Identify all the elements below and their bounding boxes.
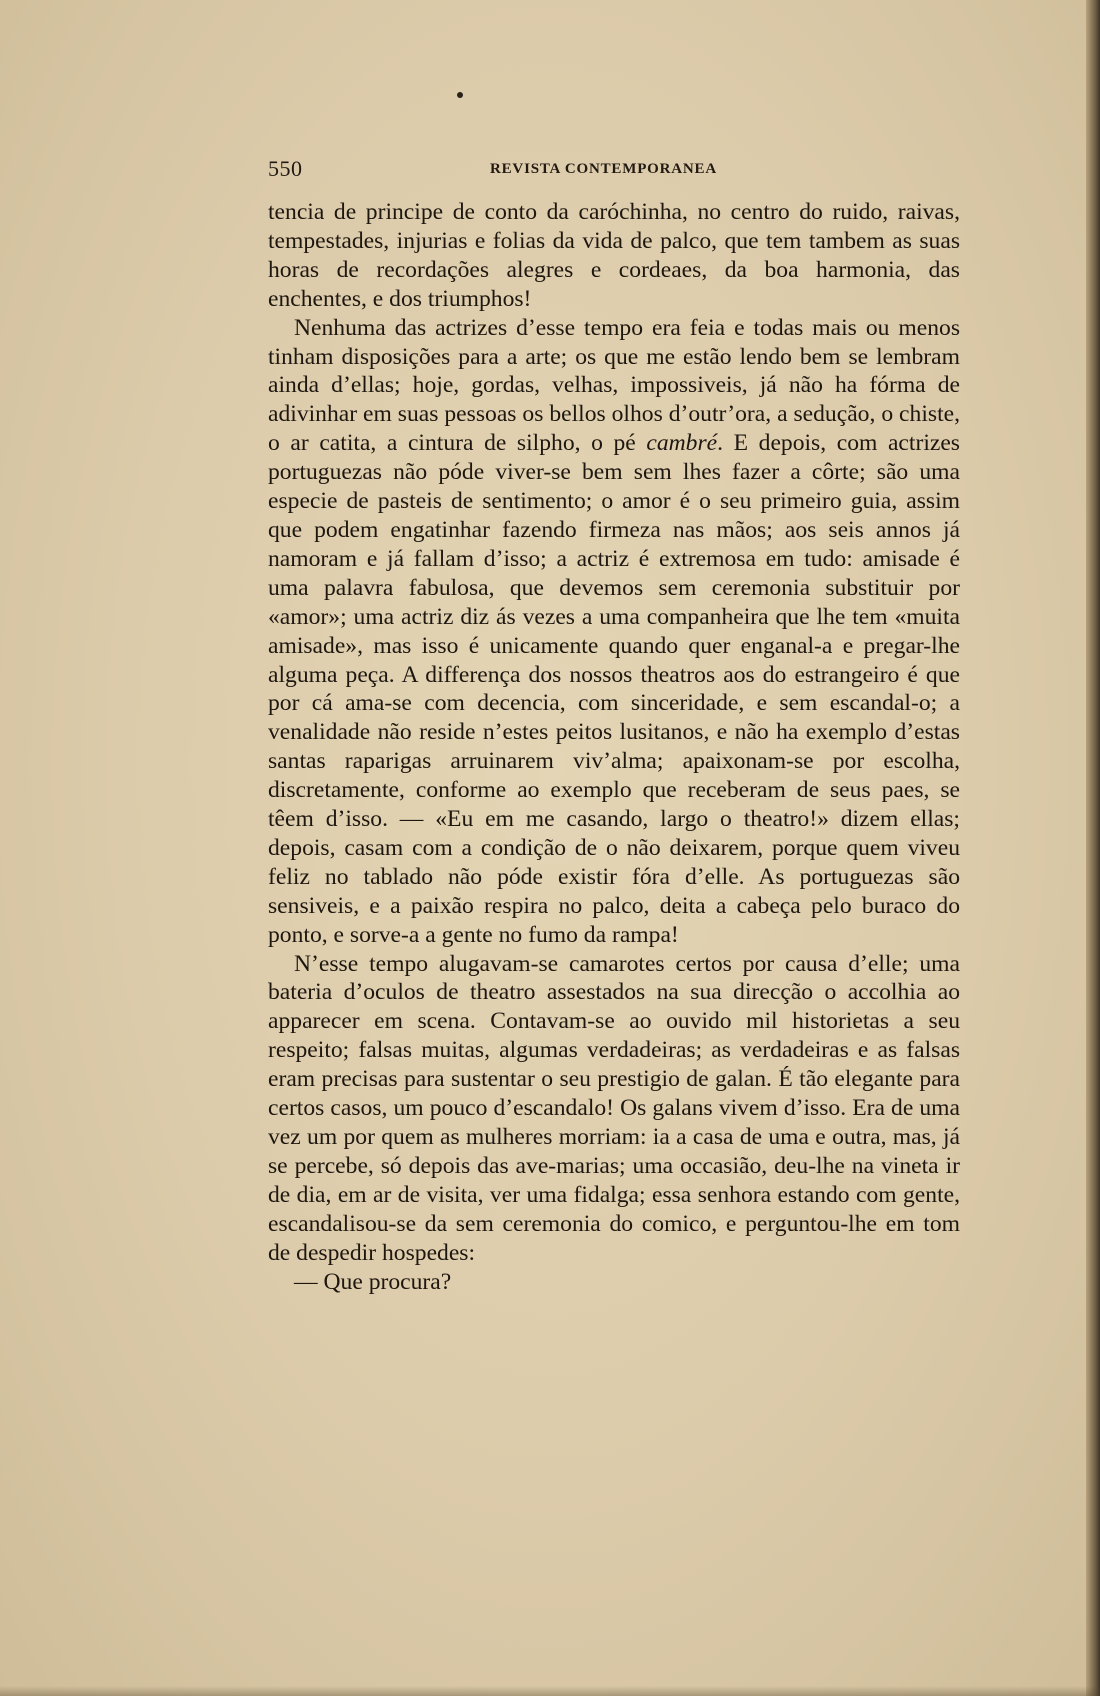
paragraph-2 — [268, 314, 960, 950]
page-bottom-shadow — [0, 1686, 1100, 1696]
paragraph-2-text-before: Nenhuma das actrizes d’esse tempo era feia e todas mais ou menos tinham disposições para a arte; os que me estão lendo bem se lembram ainda d’ellas; hoje, gordas, velhas, impossiveis, já não ha fórma de adivinhar em suas pessoas os bellos olhos d’outr’ora, a sedução, o chiste, o ar catita, a cintura de silpho, o pé — [268, 314, 960, 457]
body-text — [268, 198, 960, 1296]
running-title: REVISTA CONTEMPORANEA — [490, 161, 717, 177]
italic-word-cambre: cambré — [646, 430, 718, 457]
paragraph-2-text-after: . E depois, com actrizes portuguezas não póde viver-se bem sem lhes fazer a côrte; são uma especie de pasteis de sentimento; o amor é o seu primeiro guia, assim que podem engatinhar fazendo firmeza nas mãos; aos seis annos já namoram e já fallam d’isso; a actriz é extremosa em tudo: amisade é uma palavra fabulosa, que devemos sem ceremonia substituir por «amor»; uma actriz diz ás vezes a uma companheira que lhe tem «muita amisade», mas isso é unicamente quando quer enganal-a e pregar-lhe alguma peça. A differença dos nossos theatros aos do estrangeiro é que por cá ama-se com decencia, com sinceridade, e sem escandal-o; a venalidade não reside n’estes peitos lusitanos, e não ha exemplo d’estas santas raparigas arruinarem viv’alma; apaixonam-se por escolha, discretamente, conforme ao exemplo que receberam de seus paes, se têem d’isso. — «Eu em me casando, largo o theatro!» dizem ellas; depois, casam com a condição de o não deixarem, porque quem viveu feliz no tablado não póde existir fóra d’elle. As portuguezas são sensiveis, e a paixão respira no palco, deita a cabeça pelo buraco do ponto, e sorve-a a gente no fumo da rampa! — [268, 430, 960, 948]
paragraph-1: tencia de principe de conto da caróchinha, no centro do ruido, raivas, tempestades, injurias e folias da vida de palco, que tem tambem as suas horas de recordações alegres e cordeaes, da boa harmonia, das enchentes, e dos triumphos! — [268, 199, 960, 312]
ink-spot — [457, 92, 463, 98]
paragraph-3: N’esse tempo alugavam-se camarotes certos por causa d’elle; uma bateria d’oculos de theatro assestados na sua direcção o accolhia ao apparecer em scena. Contavam-se ao ouvido mil historietas a seu respeito; falsas muitas, algumas verdadeiras; as verdadeiras e as falsas eram precisas para sustentar o seu prestigio de galan. É tão elegante para certos casos, um pouco d’escandalo! Os galans vivem d’isso. Era de uma vez um por quem as mulheres morriam: ia a casa de uma e outra, mas, já se percebe, só depois das ave-marias; uma occasião, deu-lhe na vineta ir de dia, em ar de visita, ver uma fidalga; essa senhora estando com gente, escandalisou-se da sem ceremonia do comico, e perguntou-lhe em tom de despedir hospedes: — [268, 950, 960, 1266]
page-number: 550 — [268, 156, 303, 181]
page-edge-shadow — [1086, 0, 1100, 1696]
running-header — [268, 156, 733, 186]
paragraph-4-dialogue: — Que procura? — [294, 1268, 452, 1295]
